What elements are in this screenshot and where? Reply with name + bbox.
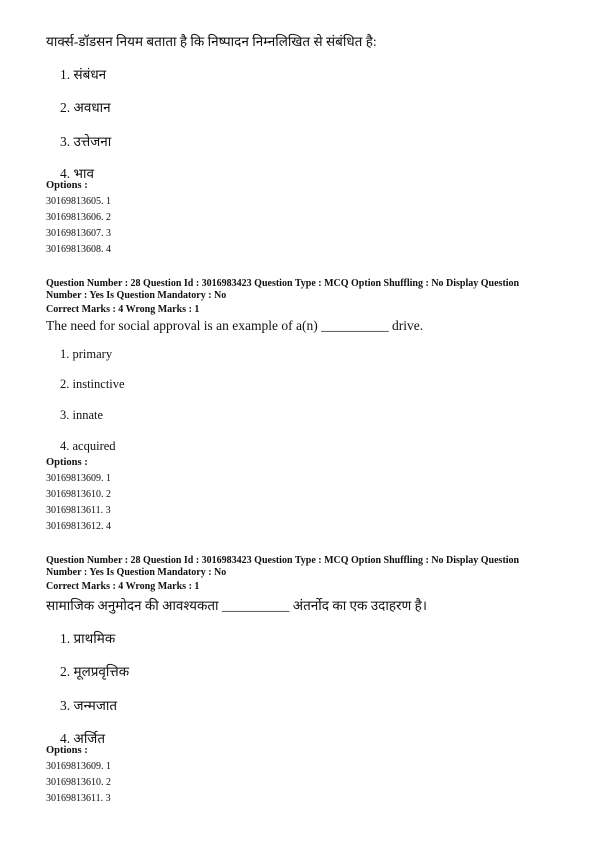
option-4: 4. अर्जित (60, 731, 106, 746)
option-1: 1. प्राथमिक (60, 631, 116, 646)
options-label: Options : (46, 745, 88, 756)
option-3: 3. उत्तेजना (60, 134, 112, 149)
question-meta: Question Number : 28 Question Id : 3016983423 Question Type : MCQ Option Shuffling : No Display Question Number : Yes Is Question Mandatory : No (46, 555, 520, 578)
question-meta: Question Number : 28 Question Id : 3016983423 Question Type : MCQ Option Shuffling : No Display Question Number : Yes Is Question Mandatory : No (46, 278, 520, 301)
option-id: 30169813610. 2 (46, 777, 111, 788)
option-id: 30169813605. 1 (46, 196, 111, 207)
option-id: 30169813609. 1 (46, 473, 111, 484)
option-1: 1. primary (60, 347, 113, 361)
option-2: 2. अवधान (60, 100, 111, 115)
option-3: 3. जन्मजात (60, 698, 118, 713)
option-4: 4. भाव (60, 166, 94, 181)
question-text-hindi-1: यार्क्स-डॉडसन नियम बताता है कि निष्पादन निम्नलिखित से संबंधित है: (46, 34, 377, 49)
question-marks: Correct Marks : 4 Wrong Marks : 1 (46, 581, 200, 592)
option-2: 2. मूलप्रवृत्तिक (60, 664, 130, 679)
option-id: 30169813611. 3 (46, 505, 111, 516)
option-id: 30169813611. 3 (46, 793, 111, 804)
question-text-hindi-2: सामाजिक अनुमोदन की आवश्यकता __________ अंतर्नोद का एक उदाहरण है। (46, 598, 427, 613)
options-label: Options : (46, 180, 88, 191)
option-1: 1. संबंधन (60, 67, 107, 82)
options-label: Options : (46, 457, 88, 468)
option-2: 2. instinctive (60, 377, 125, 391)
option-id: 30169813606. 2 (46, 212, 111, 223)
option-4: 4. acquired (60, 439, 116, 453)
option-id: 30169813607. 3 (46, 228, 111, 239)
question-marks: Correct Marks : 4 Wrong Marks : 1 (46, 304, 200, 315)
option-id: 30169813612. 4 (46, 521, 111, 532)
option-id: 30169813610. 2 (46, 489, 111, 500)
option-3: 3. innate (60, 408, 104, 422)
option-id: 30169813609. 1 (46, 761, 111, 772)
question-text-english: The need for social approval is an example of a(n) __________ drive. (46, 318, 424, 333)
option-id: 30169813608. 4 (46, 244, 111, 255)
